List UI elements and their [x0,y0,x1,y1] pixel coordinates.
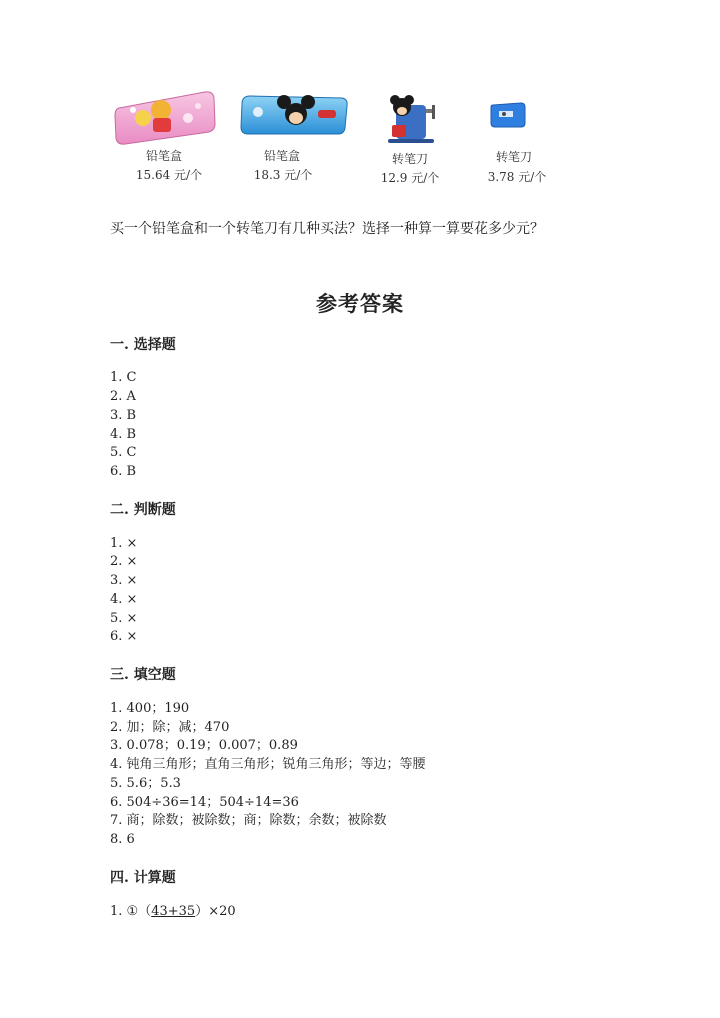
answer-line: 6. × [110,629,138,644]
mickey-pencil-case-image [238,90,350,140]
calc-prefix: 1. ①（ [110,904,152,919]
question-text: 买一个铅笔盒和一个转笔刀有几种买法？选择一种算一算要花多少元？ [110,221,544,237]
answer-title: 参考答案 [316,291,404,316]
calc-answer-line [110,903,236,921]
answer-line: 5. 5.6；5.3 [110,776,181,791]
section-title-judgement: 二. 判断题 [110,502,176,518]
product-price: 12.9 元/个 [380,171,440,185]
product-price: 18.3 元/个 [253,168,313,182]
answer-line: 4. B [110,427,137,442]
product-price: 3.78 元/个 [487,170,547,184]
answer-line: 6. B [110,464,137,479]
answer-line: 1. × [110,536,138,551]
answer-line: 6. 504÷36=14；504÷14=36 [110,795,299,810]
section-title-fill-blank: 三. 填空题 [110,667,176,683]
answer-line: 1. 400；190 [110,701,190,716]
answer-line: 4. × [110,592,138,607]
answer-line: 4. 钝角三角形；直角三角形；锐角三角形；等边；等腰 [110,757,426,772]
product-name: 转笔刀 [391,152,428,166]
blue-sharpener-image [487,99,529,131]
answer-line: 2. 加；除；减；470 [110,720,230,735]
calc-suffix: ）×20 [195,904,236,919]
answer-line: 5. × [110,611,138,626]
answer-line: 3. × [110,573,138,588]
pooh-pencil-case-image [113,88,217,146]
answer-line: 3. B [110,408,137,423]
answer-line: 2. × [110,554,138,569]
calc-underlined-expression: 43+35 [151,904,196,919]
section-title-choice: 一. 选择题 [110,337,176,353]
product-name: 转笔刀 [495,150,532,164]
answer-line: 2. A [110,389,136,404]
mickey-sharpener-image [378,95,440,147]
product-name: 铅笔盒 [263,149,300,163]
answer-line: 5. C [110,445,137,460]
product-name: 铅笔盒 [145,149,182,163]
product-price: 15.64 元/个 [135,168,203,182]
answer-line: 7. 商；除数；被除数；商；除数；余数；被除数 [110,813,387,828]
section-title-calculation: 四. 计算题 [110,870,176,886]
answer-line: 3. 0.078；0.19；0.007；0.89 [110,738,298,753]
answer-line: 1. C [110,370,137,385]
answer-line: 8. 6 [110,832,135,847]
